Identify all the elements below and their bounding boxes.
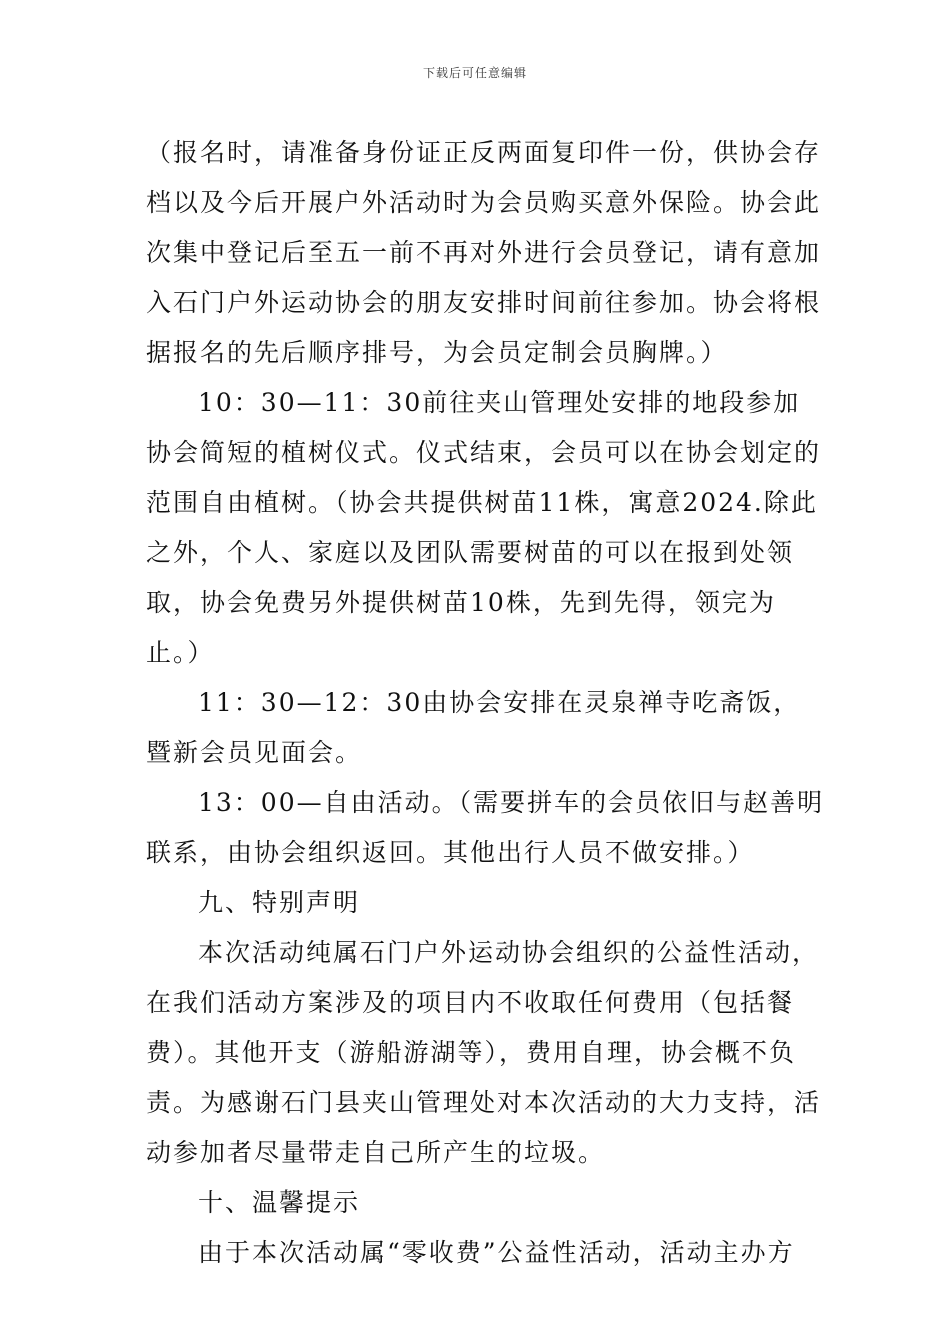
section-heading-warm-tips: 十、温馨提示 <box>198 1188 361 1217</box>
paragraph-registration-note: （报名时，请准备身份证正反两面复印件一份，供协会存档以及今后开展户外活动时为会员购买意外保险。协会此次集中登记后至五一前不再对外进行会员登记，请有意加入石门户外运动协会的朋友安排时间前往参加。协会将根据报名的先后顺序排号，为会员定制会员胸牌。） <box>146 138 822 367</box>
document-body <box>146 128 826 1278</box>
paragraph-warm-tips: 由于本次活动属“零收费”公益性活动，活动主办方 <box>198 1238 795 1267</box>
page-header-note: 下载后可任意编辑 <box>422 66 527 80</box>
section-heading-special-statement: 九、特别声明 <box>198 888 361 917</box>
paragraph-special-statement: 本次活动纯属石门户外运动协会组织的公益性活动，在我们活动方案涉及的项目内不收取任何费用（包括餐费）。其他开支（游船游湖等），费用自理，协会概不负责。为感谢石门县夹山管理处对本次活动的大力支持，活动参加者尽量带走自己所产生的垃圾。 <box>146 938 822 1167</box>
paragraph-free-activity: 13：00—自由活动。（需要拼车的会员依旧与赵善明联系，由协会组织返回。其他出行人员不做安排。） <box>146 788 825 867</box>
paragraph-tree-planting: 10：30—11：30前往夹山管理处安排的地段参加协会简短的植树仪式。仪式结束，会员可以在协会划定的范围自由植树。（协会共提供树苗11株，寓意2024.除此之外，个人、家庭以及团队需要树苗的可以在报到处领取，协会免费另外提供树苗10株，先到先得，领完为止。） <box>146 388 822 667</box>
paragraph-vegetarian-meal: 11：30—12：30由协会安排在灵泉禅寺吃斋饭，暨新会员见面会。 <box>146 688 801 767</box>
